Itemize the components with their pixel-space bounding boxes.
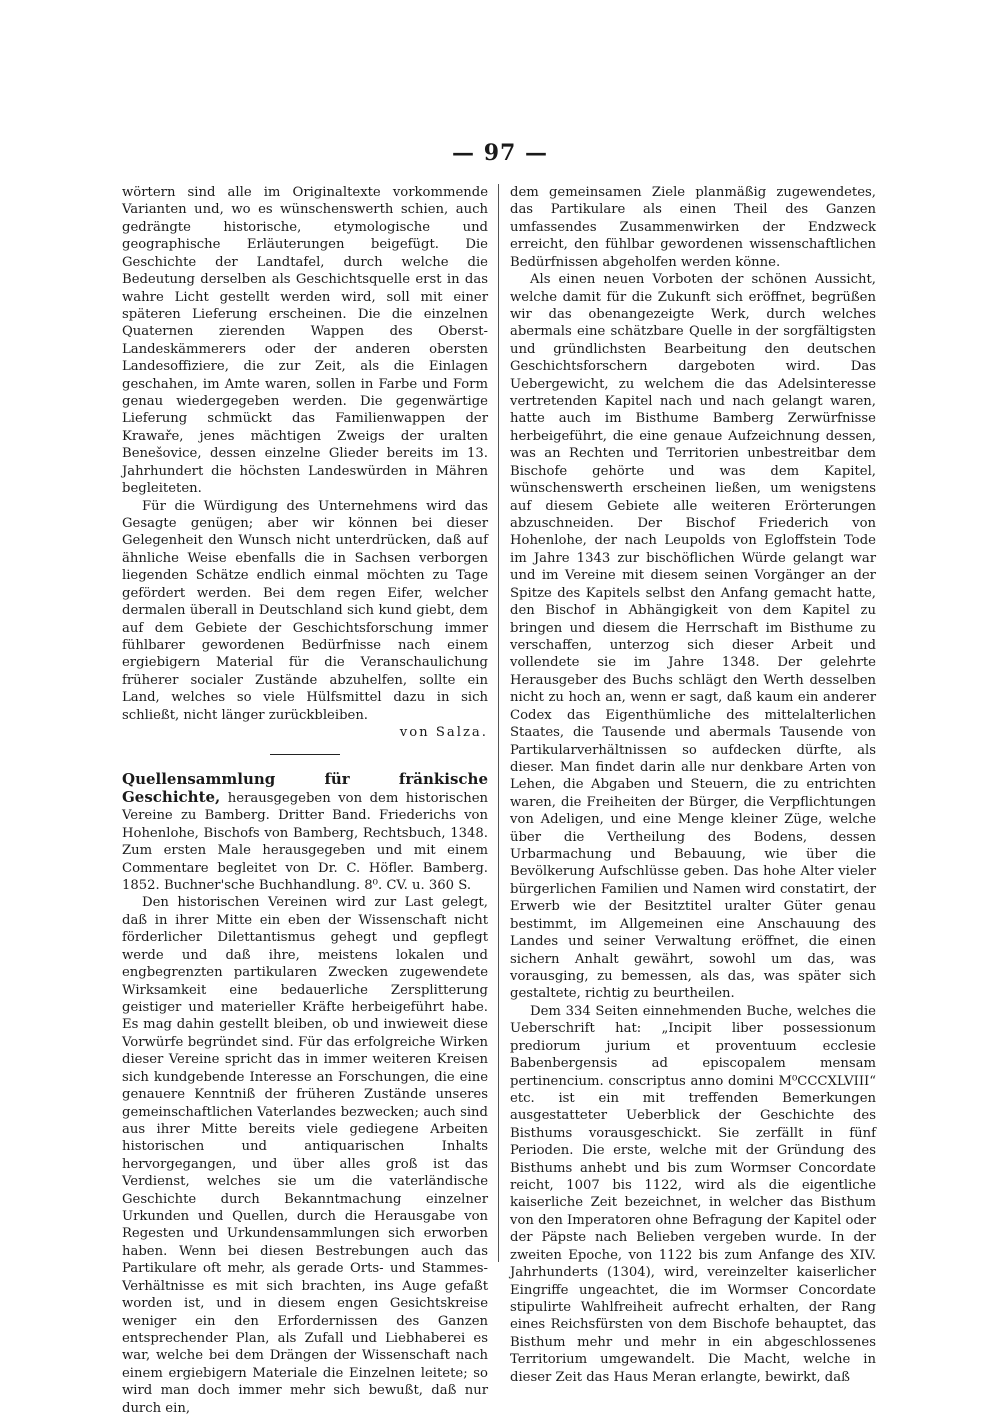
column-rule xyxy=(498,184,499,1262)
paragraph: Dem 334 Seiten einnehmenden Buche, welches die Ueberschrift hat: „Incipit liber possessionum prediorum jurium et proventuum ecclesie Babenbergensis ad episcopalem mensam pertinencium. conscriptus anno domini M⁰CCCXLVIII“ etc. ist ein mit treffenden Bemerkungen ausgestatteter Ueberblick der Geschichte des Bisthums vorausgeschickt. Sie zerfällt in fünf Perioden. Die erste, welche mit der Gründung des Bisthums anhebt und bis zum Wormser Concordate reicht, 1007 bis 1122, wird als die eigentliche kaiserliche Zeit bezeichnet, in welcher das Bisthum von den Imperatoren ohne Befragung der Kapitel oder der Päpste nach Belieben vergeben wurde. In der zweiten Epoche, von 1122 bis zum Anfange des XIV. Jahrhunderts (1304), wird, vereinzelter kaiserlicher Eingriffe ungeachtet, die im Wormser Concordate stipulirte Wahlfreiheit aufrecht erhalten, der Rang eines Reichsfürsten von dem Bischofe behauptet, das Bisthum mehr und mehr in ein abgeschlossenes Territorium umgewandelt. Die Macht, welche in dieser Zeit das Haus Meran erlangte, bewirkt, daß xyxy=(510,1003,876,1385)
author-signature: von Salza. xyxy=(399,725,488,741)
review-heading xyxy=(122,771,488,895)
review-bibliography: herausgegeben von dem historischen Vereine zu Bamberg. Dritter Band. Friederichs von Hohenlohe, Bischofs von Bamberg, Rechtsbuch, 1348. Zum ersten Male herausgegeben und mit einem Commentare begleitet von Dr. C. Höfler. Bamberg. 1852. Buchner'sche Buchhandlung. 8⁰. CV. u. 360 S. xyxy=(122,790,488,894)
page-number: — 97 — xyxy=(452,140,548,166)
paragraph: Als einen neuen Vorboten der schönen Aussicht, welche damit für die Zukunft sich eröffnet, begrüßen wir das obenangezeigte Werk, durch welches abermals eine schätzbare Quelle in der sorgfältigsten und gründlichsten Bearbeitung den deutschen Geschichtsforschern dargeboten wird. Das Uebergewicht, zu welchem die das Adelsinteresse vertretenden Kapitel nach und nach gelangt waren, hatte auch im Bisthume Bamberg Zerwürfnisse herbeigeführt, die eine genaue Aufzeichnung dessen, was an Rechten und Territorien unbestreitbar dem Bischofe gehörte und was dem Kapitel, wünschenswerth erscheinen ließen, um wenigstens auf diesem Gebiete alle weiteren Erörterungen abzuschneiden. Der Bischof Friederich von Hohenlohe, der nach Leupolds von Egloffstein Tode im Jahre 1343 zur bischöflichen Würde gelangt war und im Vereine mit diesem seinen Vorgänger an der Spitze des Kapitels selbst den Anfang gemacht hatte, den Bischof in Abhängigkeit von dem Kapitel zu bringen und diesem die Herrschaft im Bisthume zu verschaffen, unterzog sich dieser Arbeit und vollendete sie im Jahre 1348. Der gelehrte Herausgeber des Buchs schlägt den Werth desselben nicht zu hoch an, wenn er sagt, daß kaum ein anderer Codex das Eigenthümliche des mittelalterlichen Staates, die Tausende und abermals Tausende von Partikularverhältnissen so aufdecken dürfte, als dieser. Man findet darin alle nur denkbare Arten von Lehen, die Abgaben und Steuern, die zu entrichten waren, die Freiheiten der Bürger, die Verpflichtungen von Adeligen, und eine Menge kleiner Züge, welche über die Vertheilung des Bodens, dessen Urbarmachung und Bebauung, wie über die Bevölkerung Aufschlüsse geben. Das hohe Alter vieler bürgerlichen Familien und Namen wird constatirt, der Erwerb wie der Besitztitel uralter Güter genau bestimmt, im Allgemeinen eine Anschauung des Landes und seiner Verwaltung eröffnet, die einen sichern Anhalt gewährt, sowohl um das, was vorausging, zu bemessen, als das, was später sich gestaltete, richtig zu beurtheilen. xyxy=(510,272,876,1002)
paragraph: Den historischen Vereinen wird zur Last gelegt, daß in ihrer Mitte ein eben der Wissenschaft nicht förderlicher Dilettantismus gehegt und gepflegt werde und daß ihre, meistens lokalen und engbegrenzten partikularen Zwecken zugewendete Wirksamkeit eine bedauerliche Zersplitterung geistiger und materieller Kräfte herbeigeführt habe. Es mag dahin gestellt bleiben, ob und inwieweit diese Vorwürfe begründet sind. Für das erfolgreiche Wirken dieser Vereine spricht das in immer weiteren Kreisen sich kundgebende Interesse an Forschungen, die eine genauere Kenntniß der früheren Zustände unseres gemeinschaftlichen Vaterlandes bezwecken; auch sind aus ihrer Mitte bereits viele gediegene Arbeiten historischen und antiquarischen Inhalts hervorgegangen, und über alles groß ist das Verdienst, welches sie um die vaterländische Geschichte durch Bekanntmachung einzelner Urkunden und Quellen, durch die Herausgabe von Regesten und Urkundensammlungen sich erworben haben. Wenn bei diesen Bestrebungen auch das Partikulare oft mehr, als gerade Orts- und Stammes-Verhältnisse es mit sich brachten, ins Auge gefaßt worden ist, und in diesem engen Gesichtskreise weniger ein den Erfordernissen des Ganzen entsprechender Plan, als Zufall und Liebhaberei es war, welche bei dem Drängen der Wissenschaft nach einem ergiebigern Materiale die Einzelnen leitete; so wird man doch immer mehr sich bewußt, daß nur durch ein, xyxy=(122,895,488,1416)
right-column xyxy=(510,184,876,1386)
review-title: Quellensammlung für fränkische Geschichte, xyxy=(122,769,488,806)
paragraph: dem gemeinsamen Ziele planmäßig zugewendetes, das Partikulare als einen Theil des Ganzen umfassendes Zusammenwirken der Endzweck erreicht, den fühlbar gewordenen wissenschaftlichen Bedürfnissen abgeholfen werden könne. xyxy=(510,185,876,270)
paragraph: wörtern sind alle im Originaltexte vorkommende Varianten und, wo es wünschenswerth schien, auch gedrängte historische, etymologische und geographische Erläuterungen beigefügt. Die Geschichte der Landtafel, durch welche die Bedeutung derselben als Geschichtsquelle erst in das wahre Licht gestellt werden wird, soll mit einer späteren Lieferung erscheinen. Die die einzelnen Quaternen zierenden Wappen des Oberst-Landeskämmerers oder der anderen obersten Landesoffiziere, die zur Zeit, als die Einlagen geschahen, im Amte waren, sollen in Farbe und Form genau wiedergegeben werden. Die gegenwärtige Lieferung schmückt das Familienwappen der Krawaře, jenes mächtigen Zweigs der uralten Benešovice, dessen einzelne Glieder bereits im 13. Jahrhundert die höchsten Landeswürden in Mähren begleiteten. xyxy=(122,185,488,497)
paragraph: Für die Würdigung des Unternehmens wird das Gesagte genügen; aber wir können bei dieser Gelegenheit den Wunsch nicht unterdrücken, daß auf ähnliche Weise ebenfalls die in Sachsen verborgen liegenden Schätze endlich einmal möchten zu Tage gefördert werden. Bei dem regen Eifer, welcher dermalen überall in Deutschland sich kund giebt, dem auf dem Gebiete der Geschichtsforschung immer fühlbarer gewordenen Bedürfnisse nach einem ergiebigern Material für die Veranschaulichung früherer socialer Zustände abzuhelfen, sollte ein Land, welches so viele Hülfsmittel dazu in sich schließt, nicht länger zurückbleiben. xyxy=(122,498,488,723)
left-column xyxy=(122,184,488,1417)
section-divider xyxy=(270,754,340,755)
